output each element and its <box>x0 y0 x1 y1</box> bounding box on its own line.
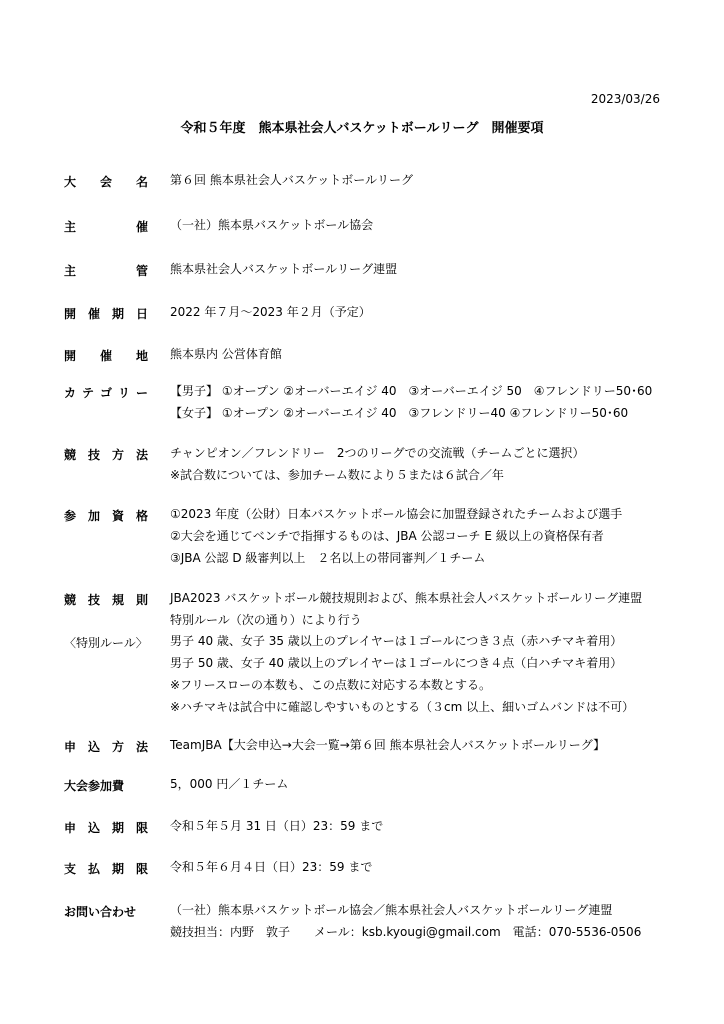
value-payment-deadline: 令和５年６月４日（日）23：59 まで <box>170 860 373 874</box>
label-organizer: 主 催 <box>64 220 148 234</box>
label-category: カ テ ゴ リ ー <box>64 386 148 400</box>
document-date: 2023/03/26 <box>590 92 660 106</box>
value-entry-fee: 5，000 円／１チーム <box>170 777 289 791</box>
value-event-name: 第６回 熊本県社会人バスケットボールリーグ <box>170 173 413 187</box>
label-contact: お問い合わせ <box>64 905 137 919</box>
value-application-method: TeamJBA【大会申込→大会一覧→第６回 熊本県社会人バスケットボールリーグ】 <box>170 738 606 752</box>
value-special-3: ※フリースローの本数も、この点数に対応する本数とする。 <box>170 678 491 692</box>
label-management: 主 管 <box>64 264 148 278</box>
value-contact-org: （一社）熊本県バスケットボール協会／熊本県社会人バスケットボールリーグ連盟 <box>170 903 613 917</box>
label-dates: 開 催 期 日 <box>64 307 148 321</box>
label-payment-deadline: 支 払 期 限 <box>64 862 148 876</box>
label-application-deadline: 申 込 期 限 <box>64 821 148 835</box>
value-special-4: ※ハチマキは試合中に確認しやすいものとする（３cm 以上、細いゴムバンドは不可） <box>170 700 635 714</box>
value-rules-2: 特別ルール（次の通り）により行う <box>170 613 362 627</box>
value-organizer: （一社）熊本県バスケットボール協会 <box>170 218 374 232</box>
value-eligibility-2: ②大会を通じてベンチで指揮するものは、JBA 公認コーチ E 級以上の資格保有者 <box>170 529 604 543</box>
value-eligibility-3: ③JBA 公認 D 級審判以上 ２名以上の帯同審判／１チーム <box>170 551 486 565</box>
value-category-men: 【男子】 ①オープン ②オーバーエイジ 40 ③オーバーエイジ 50 ④フレンドリー50･60 <box>170 384 653 398</box>
label-application-method: 申 込 方 法 <box>64 740 148 754</box>
value-management: 熊本県社会人バスケットボールリーグ連盟 <box>170 262 398 276</box>
value-competition-method-2: ※試合数については、参加チーム数により５または６試合／年 <box>170 468 504 482</box>
value-rules-1: JBA2023 バスケットボール競技規則および、熊本県社会人バスケットボールリーグ連盟 <box>170 591 643 605</box>
label-entry-fee: 大会参加費 <box>64 779 125 793</box>
label-competition-method: 競 技 方 法 <box>64 448 148 462</box>
value-eligibility-1: ①2023 年度（公財）日本バスケットボール協会に加盟登録されたチームおよび選手 <box>170 507 623 521</box>
value-venue: 熊本県内 公営体育館 <box>170 347 282 361</box>
value-contact-person: 競技担当：内野 敦子 メール：ksb.kyougi@gmail.com 電話：070-5536-0506 <box>170 925 642 939</box>
document-title: 令和５年度 熊本県社会人バスケットボールリーグ 開催要項 <box>180 121 544 136</box>
label-eligibility: 参 加 資 格 <box>64 509 148 523</box>
value-category-women: 【女子】 ①オープン ②オーバーエイジ 40 ③フレンドリー40 ④フレンドリー50･60 <box>170 406 629 420</box>
value-special-2: 男子 50 歳、女子 40 歳以上のプレイヤーは１ゴールにつき４点（白ハチマキ着用） <box>170 656 623 670</box>
value-application-deadline: 令和５年５月 31 日（日）23：59 まで <box>170 819 384 833</box>
value-dates: 2022 年７月～2023 年２月（予定） <box>170 305 371 319</box>
label-venue: 開 催 地 <box>64 349 148 363</box>
label-rules: 競 技 規 則 <box>64 593 148 607</box>
label-event-name: 大 会 名 <box>64 175 148 189</box>
value-competition-method-1: チャンピオン／フレンドリー 2つのリーグでの交流戦（チームごとに選択） <box>170 446 585 460</box>
value-special-1: 男子 40 歳、女子 35 歳以上のプレイヤーは１ゴールにつき３点（赤ハチマキ着用） <box>170 634 623 648</box>
label-special-rules: 〈特別ルール〉 <box>64 636 148 650</box>
